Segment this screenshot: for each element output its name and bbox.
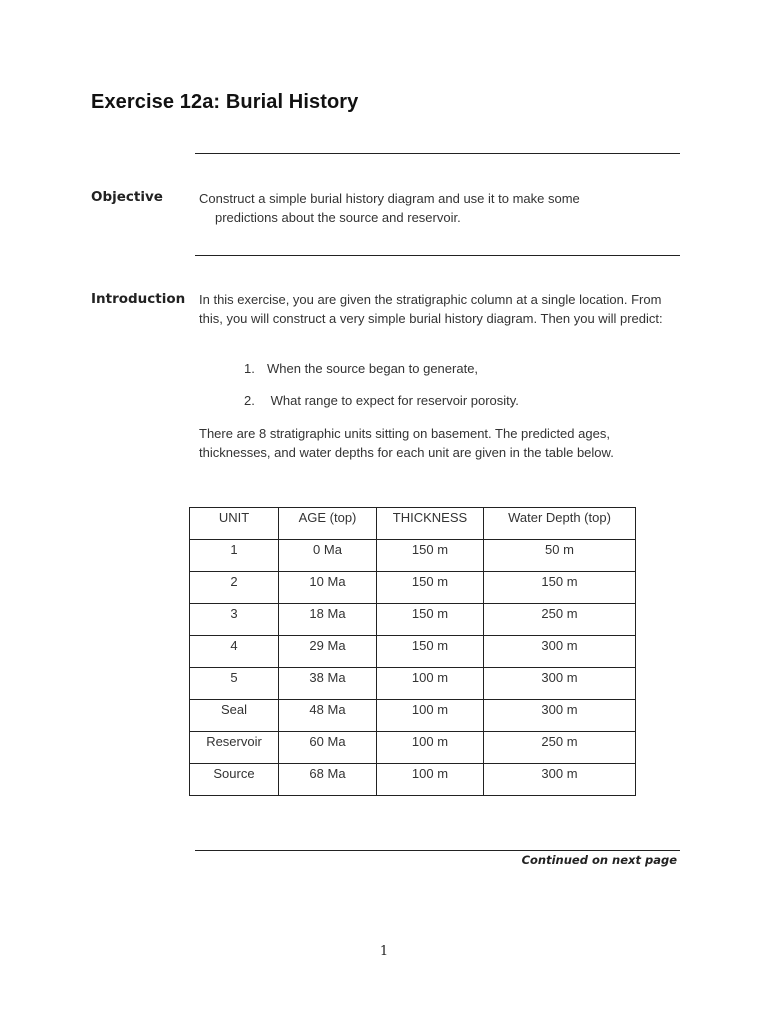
objective-line-1: Construct a simple burial history diagram and use it to make some <box>199 191 580 206</box>
table-cell: 48 Ma <box>279 700 377 732</box>
divider-top <box>195 153 680 154</box>
table-header-cell: THICKNESS <box>377 508 484 540</box>
table-cell: 150 m <box>377 636 484 668</box>
table-cell: 250 m <box>484 732 636 764</box>
table-row <box>190 732 636 764</box>
objective-text <box>199 189 679 227</box>
table-cell: 150 m <box>484 572 636 604</box>
table-cell: 10 Ma <box>279 572 377 604</box>
table-cell: 300 m <box>484 636 636 668</box>
table-cell: 38 Ma <box>279 668 377 700</box>
table-cell: 50 m <box>484 540 636 572</box>
divider-middle <box>195 255 680 256</box>
objective-line-2: predictions about the source and reservoir. <box>215 210 461 225</box>
table-cell: 300 m <box>484 668 636 700</box>
table-cell: 250 m <box>484 604 636 636</box>
strat-units-table <box>189 507 636 796</box>
table-cell: 300 m <box>484 700 636 732</box>
table-cell: Reservoir <box>190 732 279 764</box>
list-item <box>244 361 478 376</box>
objective-label: Objective <box>91 189 163 205</box>
table-cell: 2 <box>190 572 279 604</box>
table-cell: 3 <box>190 604 279 636</box>
table-cell: 1 <box>190 540 279 572</box>
table-header-row <box>190 508 636 540</box>
table-cell: 150 m <box>377 604 484 636</box>
introduction-paragraph-2: There are 8 stratigraphic units sitting on basement. The predicted ages, thicknesses, and water depths for each unit are given in the table below. <box>199 426 614 460</box>
page-number: 1 <box>379 944 389 959</box>
table-row <box>190 540 636 572</box>
page-title: Exercise 12a: Burial History <box>91 91 359 113</box>
table-cell: Seal <box>190 700 279 732</box>
table-row <box>190 700 636 732</box>
table-cell: 0 Ma <box>279 540 377 572</box>
table-header-cell: UNIT <box>190 508 279 540</box>
table-row <box>190 604 636 636</box>
table-row <box>190 668 636 700</box>
table-cell: 100 m <box>377 732 484 764</box>
table-cell: 100 m <box>377 764 484 796</box>
table-cell: 100 m <box>377 700 484 732</box>
list-item-number: 2. <box>244 393 255 408</box>
table-cell: 150 m <box>377 540 484 572</box>
divider-bottom <box>195 850 680 851</box>
table-cell: 300 m <box>484 764 636 796</box>
table-cell: 29 Ma <box>279 636 377 668</box>
table-cell: 4 <box>190 636 279 668</box>
table-row <box>190 572 636 604</box>
introduction-label: Introduction <box>91 291 186 307</box>
table-header-cell: AGE (top) <box>279 508 377 540</box>
introduction-paragraph-1: In this exercise, you are given the stratigraphic column at a single location. From this, you will construct a very simple burial history diagram. Then you will predict: <box>199 292 663 326</box>
table-cell: 68 Ma <box>279 764 377 796</box>
table-row <box>190 636 636 668</box>
list-item-text: What range to expect for reservoir porosity. <box>267 393 519 408</box>
table-cell: 5 <box>190 668 279 700</box>
list-item <box>244 393 519 408</box>
table-cell: 18 Ma <box>279 604 377 636</box>
table-cell: Source <box>190 764 279 796</box>
table-cell: 60 Ma <box>279 732 377 764</box>
table-cell: 150 m <box>377 572 484 604</box>
list-item-text: When the source began to generate, <box>267 361 479 376</box>
table-header-cell: Water Depth (top) <box>484 508 636 540</box>
list-item-number: 1. <box>244 361 255 376</box>
table-row <box>190 764 636 796</box>
table-cell: 100 m <box>377 668 484 700</box>
continued-note: Continued on next page <box>521 853 677 867</box>
